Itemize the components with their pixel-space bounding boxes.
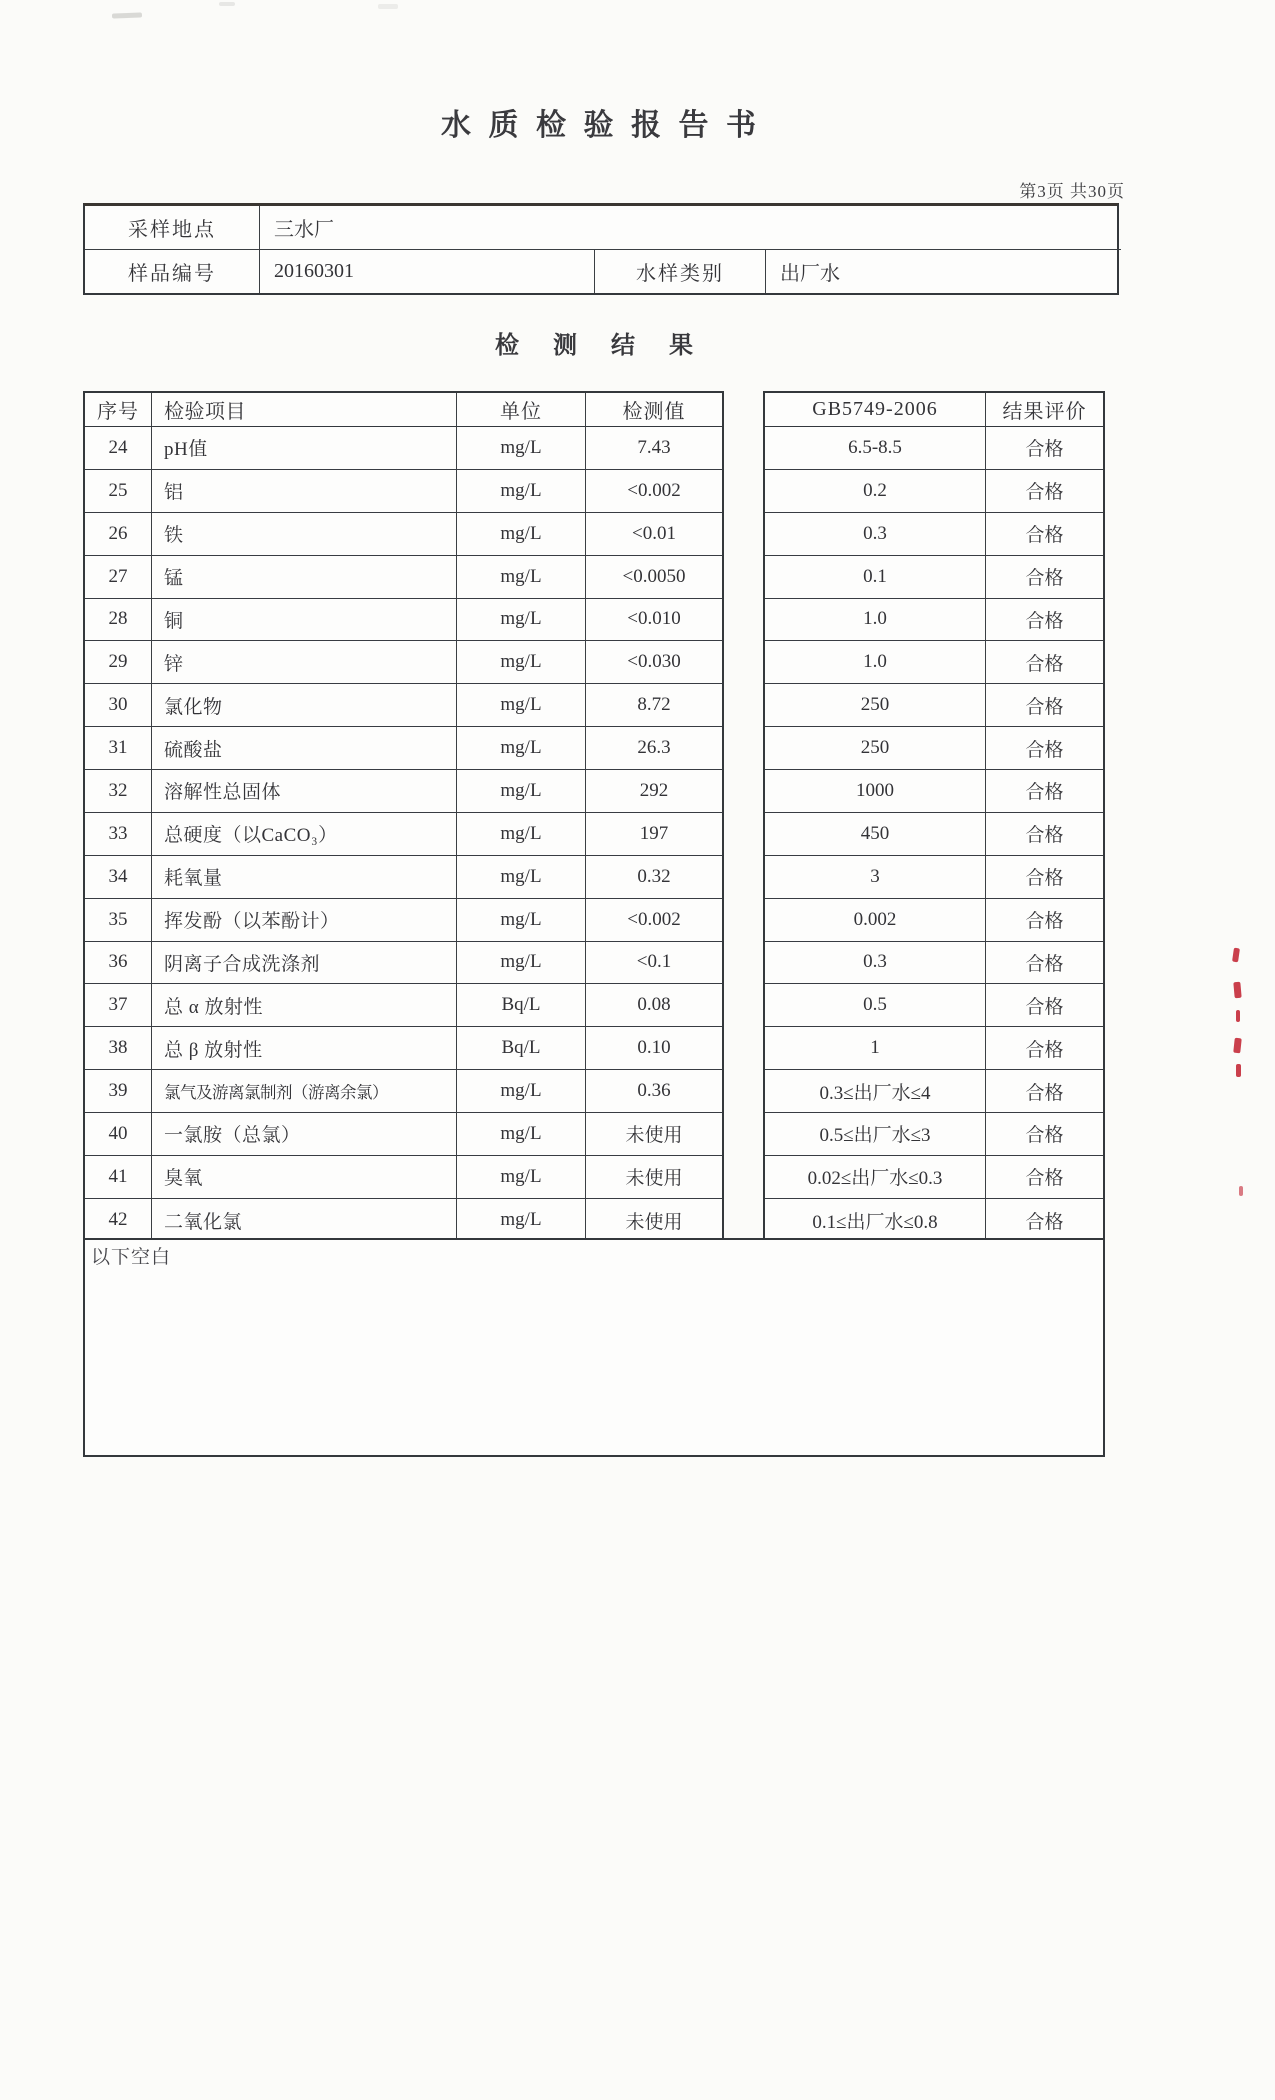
header-standard: GB5749-2006 xyxy=(765,393,986,427)
cell-evaluation: 合格 xyxy=(986,470,1103,513)
cell-evaluation: 合格 xyxy=(986,1156,1103,1199)
cell-evaluation: 合格 xyxy=(986,1027,1103,1070)
red-ink-mark xyxy=(1236,1010,1240,1022)
cell-standard: 3 xyxy=(765,856,986,899)
cell-standard: 6.5-8.5 xyxy=(765,427,986,470)
cell-unit: mg/L xyxy=(457,813,586,856)
red-ink-mark xyxy=(1239,1186,1243,1196)
cell-standard: 1 xyxy=(765,1027,986,1070)
cell-value: 7.43 xyxy=(586,427,722,470)
header-value: 检测值 xyxy=(586,393,722,427)
cell-value: 未使用 xyxy=(586,1156,722,1199)
sample-number-value: 20160301 xyxy=(260,250,595,294)
results-table-right xyxy=(763,391,1105,1244)
cell-standard: 0.1≤出厂水≤0.8 xyxy=(765,1199,986,1242)
cell-seq: 37 xyxy=(85,984,152,1027)
cell-seq: 38 xyxy=(85,1027,152,1070)
header-seq: 序号 xyxy=(85,393,152,427)
red-ink-mark xyxy=(1236,1064,1241,1077)
cell-evaluation: 合格 xyxy=(986,770,1103,813)
cell-value: 0.08 xyxy=(586,984,722,1027)
cell-unit: mg/L xyxy=(457,427,586,470)
cell-seq: 39 xyxy=(85,1070,152,1113)
cell-item: 溶解性总固体 xyxy=(152,770,457,813)
cell-item: 铁 xyxy=(152,513,457,556)
cell-standard: 0.3 xyxy=(765,513,986,556)
cell-value: 0.36 xyxy=(586,1070,722,1113)
section-title: 检 测 结 果 xyxy=(495,333,707,359)
cell-item: pH值 xyxy=(152,427,457,470)
cell-unit: mg/L xyxy=(457,942,586,985)
page-indicator: 第3页 共30页 xyxy=(1019,182,1125,201)
cell-item: 锌 xyxy=(152,641,457,684)
cell-unit: mg/L xyxy=(457,684,586,727)
scan-smudge xyxy=(378,4,398,9)
scan-smudge xyxy=(219,2,235,6)
cell-standard: 250 xyxy=(765,684,986,727)
cell-unit: mg/L xyxy=(457,641,586,684)
cell-evaluation: 合格 xyxy=(986,727,1103,770)
cell-unit: mg/L xyxy=(457,727,586,770)
cell-value: 未使用 xyxy=(586,1113,722,1156)
cell-item: 臭氧 xyxy=(152,1156,457,1199)
cell-standard: 450 xyxy=(765,813,986,856)
cell-item: 阴离子合成洗涤剂 xyxy=(152,942,457,985)
sample-location-value: 三水厂 xyxy=(260,206,1121,250)
header-evaluation: 结果评价 xyxy=(986,393,1103,427)
cell-value: 26.3 xyxy=(586,727,722,770)
scan-smudge xyxy=(112,12,142,18)
cell-standard: 1.0 xyxy=(765,641,986,684)
cell-unit: mg/L xyxy=(457,899,586,942)
cell-evaluation: 合格 xyxy=(986,1070,1103,1113)
red-ink-mark xyxy=(1233,982,1241,999)
cell-item: 氯气及游离氯制剂（游离余氯） xyxy=(152,1070,457,1113)
cell-item: 一氯胺（总氯） xyxy=(152,1113,457,1156)
cell-evaluation: 合格 xyxy=(986,684,1103,727)
cell-item: 铜 xyxy=(152,599,457,642)
cell-value: <0.0050 xyxy=(586,556,722,599)
cell-seq: 42 xyxy=(85,1199,152,1242)
cell-unit: mg/L xyxy=(457,470,586,513)
cell-seq: 26 xyxy=(85,513,152,556)
cell-unit: mg/L xyxy=(457,856,586,899)
cell-evaluation: 合格 xyxy=(986,813,1103,856)
cell-seq: 36 xyxy=(85,942,152,985)
cell-seq: 29 xyxy=(85,641,152,684)
cell-value: <0.002 xyxy=(586,470,722,513)
cell-value: 292 xyxy=(586,770,722,813)
cell-standard: 0.3 xyxy=(765,942,986,985)
cell-value: <0.1 xyxy=(586,942,722,985)
blank-area xyxy=(83,1238,1105,1457)
cell-evaluation: 合格 xyxy=(986,942,1103,985)
cell-standard: 0.3≤出厂水≤4 xyxy=(765,1070,986,1113)
cell-standard: 0.1 xyxy=(765,556,986,599)
cell-value: <0.030 xyxy=(586,641,722,684)
water-type-label: 水样类别 xyxy=(595,250,766,294)
cell-seq: 35 xyxy=(85,899,152,942)
cell-seq: 32 xyxy=(85,770,152,813)
blank-note: 以下空白 xyxy=(91,1247,172,1268)
cell-standard: 0.2 xyxy=(765,470,986,513)
cell-item: 铝 xyxy=(152,470,457,513)
cell-unit: Bq/L xyxy=(457,1027,586,1070)
cell-seq: 33 xyxy=(85,813,152,856)
cell-item: 氯化物 xyxy=(152,684,457,727)
cell-item: 耗氧量 xyxy=(152,856,457,899)
red-ink-mark xyxy=(1232,948,1240,963)
cell-value: 0.32 xyxy=(586,856,722,899)
cell-value: 197 xyxy=(586,813,722,856)
cell-standard: 1.0 xyxy=(765,599,986,642)
cell-unit: Bq/L xyxy=(457,984,586,1027)
cell-seq: 34 xyxy=(85,856,152,899)
cell-evaluation: 合格 xyxy=(986,984,1103,1027)
cell-standard: 0.02≤出厂水≤0.3 xyxy=(765,1156,986,1199)
cell-evaluation: 合格 xyxy=(1025,1211,1064,1233)
cell-seq: 28 xyxy=(85,599,152,642)
cell-unit: mg/L xyxy=(457,556,586,599)
cell-seq: 40 xyxy=(85,1113,152,1156)
cell-value: 0.10 xyxy=(586,1027,722,1070)
cell-seq: 31 xyxy=(85,727,152,770)
cell-evaluation: 合格 xyxy=(986,556,1103,599)
sample-location-label: 采样地点 xyxy=(85,206,260,250)
cell-value: <0.002 xyxy=(586,899,722,942)
cell-value: 未使用 xyxy=(625,1211,683,1233)
cell-seq: 27 xyxy=(85,556,152,599)
cell-standard: 1000 xyxy=(765,770,986,813)
cell-seq: 25 xyxy=(85,470,152,513)
cell-seq: 24 xyxy=(85,427,152,470)
cell-unit: mg/L xyxy=(457,1199,586,1242)
cell-value: <0.010 xyxy=(586,599,722,642)
cell-item: 锰 xyxy=(152,556,457,599)
cell-standard: 0.5 xyxy=(765,984,986,1027)
cell-item: 挥发酚（以苯酚计） xyxy=(152,899,457,942)
header-item: 检验项目 xyxy=(152,393,457,427)
red-ink-mark xyxy=(1233,1038,1242,1054)
cell-standard: 250 xyxy=(765,727,986,770)
cell-evaluation: 合格 xyxy=(986,513,1103,556)
cell-value: <0.01 xyxy=(586,513,722,556)
cell-unit: mg/L xyxy=(457,513,586,556)
cell-unit: mg/L xyxy=(457,770,586,813)
cell-evaluation: 合格 xyxy=(986,427,1103,470)
cell-evaluation: 合格 xyxy=(986,1113,1103,1156)
cell-value: 8.72 xyxy=(586,684,722,727)
cell-unit: mg/L xyxy=(457,1070,586,1113)
cell-item: 总硬度（以CaCO₃） xyxy=(152,813,457,856)
cell-unit: mg/L xyxy=(457,1156,586,1199)
header-unit: 单位 xyxy=(457,393,586,427)
cell-item: 总 β 放射性 xyxy=(152,1027,457,1070)
cell-unit: mg/L xyxy=(457,599,586,642)
cell-item: 硫酸盐 xyxy=(152,727,457,770)
cell-evaluation: 合格 xyxy=(986,641,1103,684)
cell-standard: 0.002 xyxy=(765,899,986,942)
sample-info-table xyxy=(83,203,1119,295)
sample-number-label: 样品编号 xyxy=(85,250,260,294)
cell-item: 总 α 放射性 xyxy=(152,984,457,1027)
report-title: 水 质 检 验 报 告 书 xyxy=(441,109,761,142)
results-table-left xyxy=(83,391,724,1244)
cell-item: 二氧化氯 xyxy=(152,1199,457,1242)
cell-unit: mg/L xyxy=(457,1113,586,1156)
cell-evaluation: 合格 xyxy=(986,599,1103,642)
cell-evaluation: 合格 xyxy=(986,856,1103,899)
cell-standard: 0.5≤出厂水≤3 xyxy=(765,1113,986,1156)
water-type-value: 出厂水 xyxy=(780,262,840,285)
cell-seq: 30 xyxy=(85,684,152,727)
cell-evaluation: 合格 xyxy=(986,899,1103,942)
cell-seq: 41 xyxy=(85,1156,152,1199)
